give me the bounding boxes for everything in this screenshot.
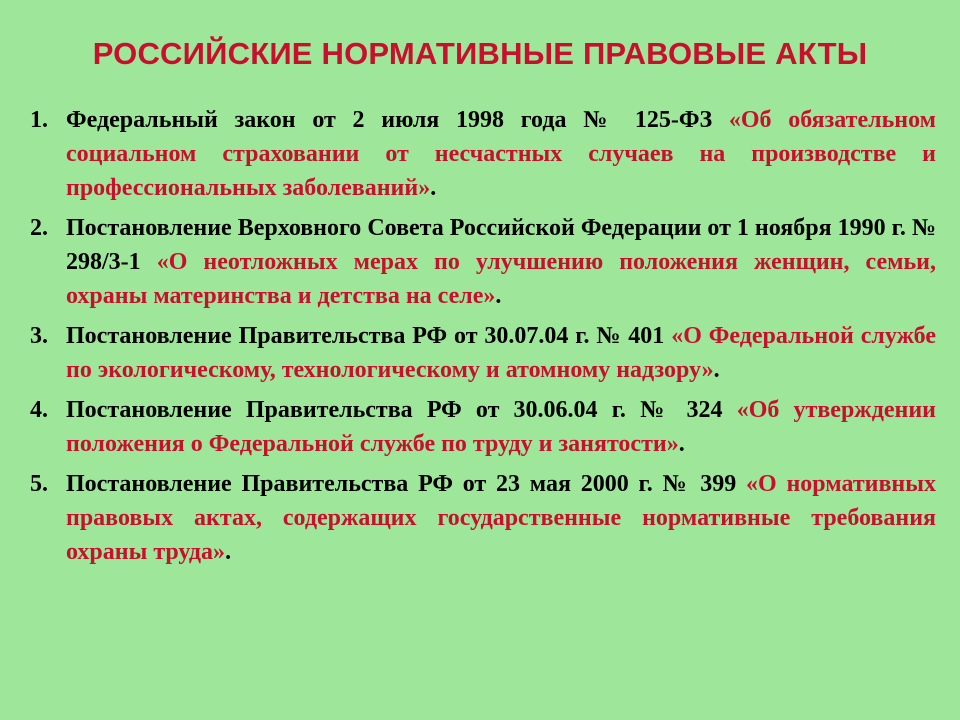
item-number: 3. (30, 323, 48, 349)
item-quote: «О нормативных правовых актах, содержащих государственные нормативные требования охраны труда» (66, 471, 936, 565)
list-item (30, 319, 936, 387)
list-item (30, 211, 936, 313)
legal-acts-list (30, 103, 936, 575)
item-text: Федеральный закон от 2 июля 1998 года № 125-ФЗ (66, 107, 729, 133)
list-item (30, 103, 936, 205)
item-tail: . (713, 357, 720, 383)
item-text: Постановление Правительства РФ от 23 мая 2000 г. № 399 (66, 471, 747, 497)
item-number: 2. (30, 215, 48, 241)
item-tail: . (225, 539, 232, 565)
item-tail: . (678, 431, 685, 457)
item-tail: . (495, 283, 502, 309)
item-body (66, 211, 936, 313)
list-item (30, 393, 936, 461)
item-text: Постановление Правительства РФ от 30.06.04 г. № 324 (66, 397, 737, 423)
item-number: 1. (30, 107, 48, 133)
item-body (66, 467, 936, 569)
item-body (66, 393, 936, 461)
item-quote: «Об обязательном социальном страховании от несчастных случаев на производстве и профессиональных заболеваний» (66, 107, 936, 201)
item-quote: «Об утверждении положения о Федеральной службе по труду и занятости» (66, 397, 936, 457)
list-item (30, 467, 936, 569)
item-text: Постановление Верховного Совета Российской Федерации от 1 ноября 1990 г. № 298/3-1 (66, 215, 936, 275)
item-quote: «О неотложных мерах по улучшению положения женщин, семьи, охраны материнства и детства на селе» (66, 249, 936, 309)
item-text: Постановление Правительства РФ от 30.07.04 г. № 401 (66, 323, 672, 349)
item-body (66, 319, 936, 387)
slide-title: РОССИЙСКИЕ НОРМАТИВНЫЕ ПРАВОВЫЕ АКТЫ (92, 36, 868, 71)
item-number: 5. (30, 471, 48, 497)
item-tail: . (430, 175, 437, 201)
item-quote: «О Федеральной службе по экологическому, технологическому и атомному надзору» (66, 323, 936, 383)
item-number: 4. (30, 397, 48, 423)
item-body (66, 103, 936, 205)
